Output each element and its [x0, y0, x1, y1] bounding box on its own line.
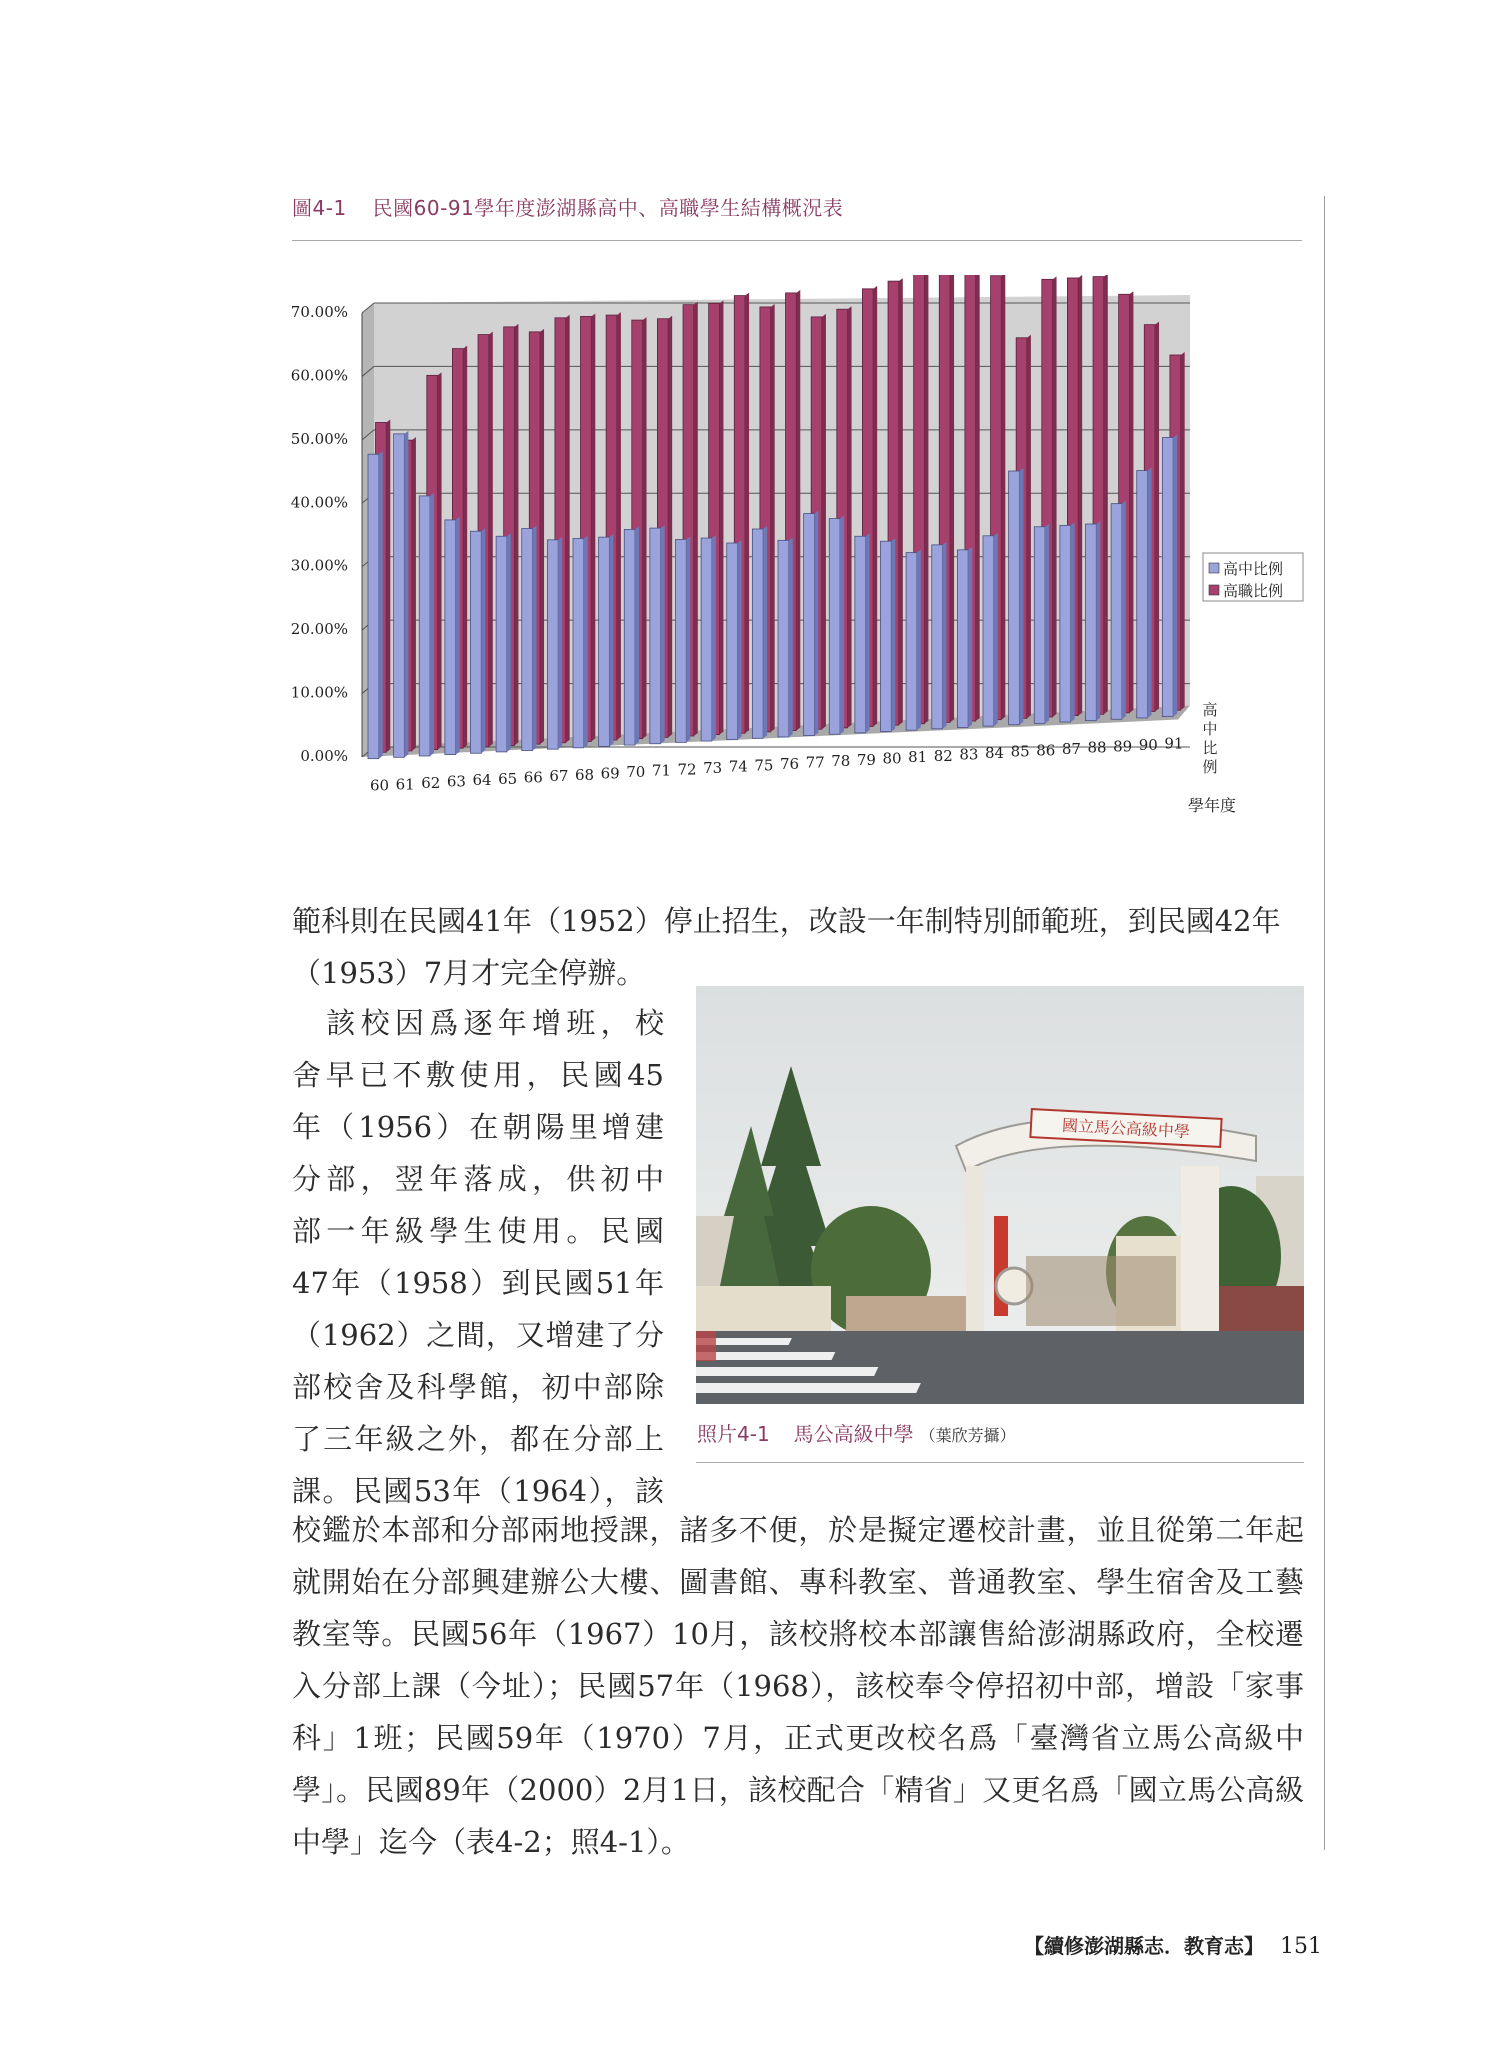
- bar-highschool: [855, 536, 866, 733]
- bar-highschool: [778, 540, 789, 737]
- bar-vocational-side: [719, 300, 723, 734]
- bar-highschool-side: [635, 526, 639, 745]
- school-gate-photo: [696, 986, 1304, 1404]
- bar-vocational-side: [591, 313, 595, 741]
- bar-highschool: [932, 545, 943, 729]
- legend-label: 高中比例: [1223, 560, 1284, 578]
- bar-vocational-side: [771, 304, 775, 732]
- depth-axis-char: 中: [1202, 720, 1218, 738]
- bar-vocational-side: [643, 317, 647, 739]
- bar-highschool-side: [686, 536, 690, 742]
- x-tick-label: 70: [626, 763, 646, 782]
- bar-highschool-side: [1071, 522, 1075, 722]
- bar-highschool-side: [481, 528, 485, 753]
- bar-vocational-side: [950, 275, 954, 722]
- page-number: 151: [1280, 1934, 1322, 1959]
- bar-vocational-side: [489, 332, 493, 747]
- bar-highschool: [419, 496, 430, 756]
- x-tick-label: 76: [780, 754, 800, 773]
- x-tick-label: 75: [754, 756, 774, 775]
- x-tick-label: 60: [370, 776, 390, 795]
- page-footer: [1024, 1930, 1322, 1959]
- bar-vocational-side: [668, 316, 672, 738]
- bar-highschool: [957, 550, 968, 728]
- x-tick-label: 69: [600, 764, 620, 783]
- bar-highschool-side: [866, 533, 870, 733]
- bar-highschool-side: [1019, 468, 1023, 725]
- bar-vocational-side: [796, 290, 800, 731]
- y-axis-ticks: [291, 303, 348, 765]
- bar-vocational-side: [899, 278, 903, 725]
- depth-axis-char: 高: [1202, 701, 1218, 719]
- bar-highschool-side: [712, 535, 716, 741]
- x-axis-label: 學年度: [1188, 796, 1237, 815]
- x-tick-label: 62: [421, 773, 441, 792]
- x-tick-label: 74: [728, 757, 748, 776]
- x-tick-label: 79: [856, 750, 876, 769]
- legend-label: 高職比例: [1223, 582, 1284, 600]
- x-tick-label: 71: [651, 761, 671, 780]
- bar-vocational-side: [540, 329, 544, 744]
- bar-vocational-side: [694, 302, 698, 736]
- bar-vocational-side: [822, 314, 826, 729]
- bar-highschool: [522, 529, 533, 751]
- paragraph-2-line: 舍早已不敷使用，民國45: [292, 1058, 664, 1092]
- bar-highschool: [599, 537, 610, 746]
- bar-vocational-side: [976, 275, 980, 721]
- x-tick-label: 68: [575, 765, 595, 784]
- bar-vocational-side: [566, 315, 570, 743]
- y-tick-label: 30.00%: [290, 556, 348, 575]
- x-tick-label: 77: [805, 753, 825, 772]
- bar-highschool: [496, 536, 507, 752]
- x-tick-label: 84: [985, 744, 1005, 763]
- bar-highschool-side: [609, 534, 613, 746]
- bar-vocational-side: [1053, 276, 1057, 717]
- bar-vocational-side: [386, 419, 390, 752]
- bar-vocational-side: [873, 286, 877, 727]
- bar-highschool: [573, 539, 584, 748]
- bar-highschool-side: [1045, 524, 1049, 724]
- y-tick-label: 40.00%: [290, 493, 348, 512]
- bar-highschool: [445, 520, 456, 755]
- bar-vocational-side: [617, 312, 621, 740]
- depth-axis-char: 例: [1202, 758, 1218, 776]
- bar-chart: [280, 275, 1320, 835]
- x-tick-label: 63: [446, 772, 466, 791]
- y-tick-label: 70.00%: [290, 303, 348, 321]
- bar-vocational-side: [438, 372, 442, 749]
- x-tick-label: 81: [908, 748, 928, 767]
- x-tick-label: 85: [1010, 742, 1030, 761]
- y-tick-label: 20.00%: [290, 620, 348, 639]
- bar-highschool-side: [789, 537, 793, 737]
- bar-vocational-side: [1001, 275, 1005, 720]
- figure-caption: [292, 192, 843, 221]
- figure-label: 圖4-1: [292, 196, 347, 220]
- bar-vocational-side: [463, 346, 467, 749]
- bar-highschool-side: [917, 550, 921, 731]
- paragraph-2-line: 部一年級學生使用。民國: [292, 1214, 664, 1248]
- bar-highschool: [676, 539, 687, 742]
- bar-highschool: [752, 529, 763, 738]
- x-tick-label: 82: [933, 746, 953, 765]
- bar-vocational-side: [924, 275, 928, 724]
- paragraph-2-line: 分部，翌年落成，供初中: [292, 1162, 664, 1196]
- figure-caption-rule: [292, 240, 1302, 241]
- bar-vocational-side: [412, 437, 416, 751]
- x-tick-label: 88: [1087, 738, 1107, 757]
- bar-highschool-side: [1122, 501, 1126, 720]
- y-tick-label: 50.00%: [290, 429, 348, 448]
- y-tick-label: 10.00%: [290, 683, 348, 702]
- footer-book-title: 【續修澎湖縣志．教育志】: [1024, 1934, 1264, 1958]
- bar-highschool-side: [968, 547, 972, 728]
- bar-highschool: [906, 553, 917, 731]
- bar-highschool-side: [661, 525, 665, 744]
- bar-highschool-side: [533, 526, 537, 751]
- bar-highschool-side: [1148, 468, 1152, 718]
- x-tick-label: 89: [1113, 737, 1133, 756]
- bar-highschool: [881, 541, 892, 731]
- x-tick-label: 72: [677, 760, 697, 779]
- legend-swatch: [1209, 563, 1219, 573]
- depth-axis-char: 比: [1202, 739, 1218, 757]
- bar-highschool: [1137, 471, 1148, 718]
- bar-highschool: [727, 543, 738, 740]
- bar-highschool-side: [430, 493, 434, 756]
- bar-highschool: [1086, 524, 1097, 721]
- bar-vocational-side: [1104, 275, 1108, 714]
- bar-highschool: [1034, 527, 1045, 724]
- bar-highschool-side: [994, 533, 998, 726]
- x-tick-label: 80: [882, 749, 902, 768]
- x-tick-label: 83: [959, 745, 979, 764]
- photo-label: 照片4-1: [697, 1422, 770, 1446]
- bar-highschool-side: [1173, 434, 1177, 716]
- paragraph-2: [292, 997, 664, 1517]
- bar-vocational-side: [1027, 335, 1031, 719]
- legend-swatch: [1209, 585, 1219, 595]
- bar-highschool: [1060, 525, 1071, 722]
- paragraph-2-line: 了三年級之外，都在分部上: [292, 1422, 664, 1456]
- bar-highschool: [804, 514, 815, 736]
- x-tick-label: 64: [472, 771, 492, 790]
- x-tick-label: 87: [1061, 740, 1081, 759]
- bar-highschool-side: [738, 540, 742, 740]
- paragraph-2-line: 47年（1958）到民國51年: [292, 1266, 664, 1300]
- photo-caption: [697, 1418, 1016, 1447]
- x-tick-label: 86: [1036, 741, 1056, 760]
- paragraph-2-line: （1962）之間，又增建了分: [292, 1318, 664, 1352]
- bar-highschool: [547, 540, 558, 749]
- bar-highschool-side: [456, 517, 460, 755]
- bar-highschool-side: [379, 451, 383, 758]
- paragraph-1: 範科則在民國41年（1952）停止招生，改設一年制特別師範班，到民國42年（1953）7月才完全停辦。: [292, 904, 1281, 990]
- bar-highschool: [983, 536, 994, 726]
- bar-vocational-side: [514, 324, 518, 746]
- bar-highschool: [701, 538, 712, 741]
- bar-vocational-side: [1129, 291, 1133, 713]
- bar-highschool-side: [404, 431, 408, 757]
- bar-vocational-side: [1181, 352, 1185, 710]
- figure-title: 民國60-91學年度澎湖縣高中、高職學生結構概況表: [372, 196, 844, 220]
- x-tick-label: 78: [831, 752, 851, 771]
- bar-highschool: [650, 528, 661, 744]
- bar-vocational-side: [848, 306, 852, 728]
- depth-axis-label: [1202, 701, 1217, 776]
- bar-highschool-side: [814, 511, 818, 736]
- bar-vocational-side: [1078, 275, 1082, 716]
- bar-highschool: [829, 519, 840, 735]
- paragraph-2-line: 課。民國53年（1964），該: [292, 1474, 664, 1508]
- page-margin-rule: [1324, 196, 1325, 1850]
- bar-highschool: [368, 454, 379, 758]
- x-tick-label: 90: [1138, 735, 1158, 754]
- x-tick-label: 67: [549, 767, 569, 786]
- bar-vocational-side: [745, 293, 749, 734]
- paragraph-2-line: 部校舍及科學館，初中部除: [292, 1370, 664, 1404]
- bar-highschool-side: [840, 516, 844, 735]
- bar-highschool-side: [1096, 521, 1100, 721]
- bar-highschool: [394, 434, 405, 757]
- x-tick-label: 65: [498, 769, 518, 788]
- paragraph-2-line: 該校因爲逐年增班，校: [292, 1006, 664, 1040]
- bar-vocational-side: [1155, 322, 1159, 712]
- bar-highschool-side: [891, 538, 895, 731]
- y-tick-label: 0.00%: [300, 747, 348, 765]
- bar-highschool-side: [507, 533, 511, 752]
- bar-highschool: [471, 531, 482, 753]
- y-tick-label: 60.00%: [290, 366, 348, 385]
- bar-highschool: [1009, 471, 1020, 725]
- bar-highschool: [1111, 504, 1122, 720]
- bar-highschool-side: [558, 537, 562, 749]
- x-tick-label: 66: [523, 768, 543, 787]
- photo-title: 馬公高級中學: [793, 1422, 914, 1446]
- bar-highschool: [1162, 437, 1173, 716]
- chart-legend: [1203, 553, 1303, 601]
- bar-highschool-side: [943, 542, 947, 729]
- x-tick-label: 61: [395, 775, 415, 794]
- gate-sign: 國立馬公高級中學: [1061, 1115, 1191, 1142]
- x-tick-label: 91: [1164, 734, 1184, 753]
- bar-highschool: [624, 529, 635, 745]
- bar-highschool-side: [763, 526, 767, 738]
- bar-highschool-side: [584, 536, 588, 748]
- paragraph-2-line: 年（1956）在朝陽里增建: [292, 1110, 664, 1144]
- x-tick-label: 73: [703, 759, 723, 778]
- paragraph-3: 校鑑於本部和分部兩地授課，諸多不便，於是擬定遷校計畫，並且從第二年起就開始在分部興建辦公大樓、圖書館、專科教室、普通教室、學生宿舍及工藝教室等。民國56年（1967）10月，該校將校本部讓售給澎湖縣政府，全校遷入分部上課（今址）；民國57年（1968），該校奉令停招初中部，增設「家事科」1班；民國59年（1970）7月，正式更改校名爲「臺灣省立馬公高級中學」。民國89年（2000）2月1日，該校配合「精省」又更名爲「國立馬公高級中學」迄今（表4-2；照4-1）。: [292, 1513, 1304, 1859]
- photo-caption-rule: [696, 1462, 1304, 1463]
- photo-credit: （葉欣芳攝）: [919, 1426, 1016, 1445]
